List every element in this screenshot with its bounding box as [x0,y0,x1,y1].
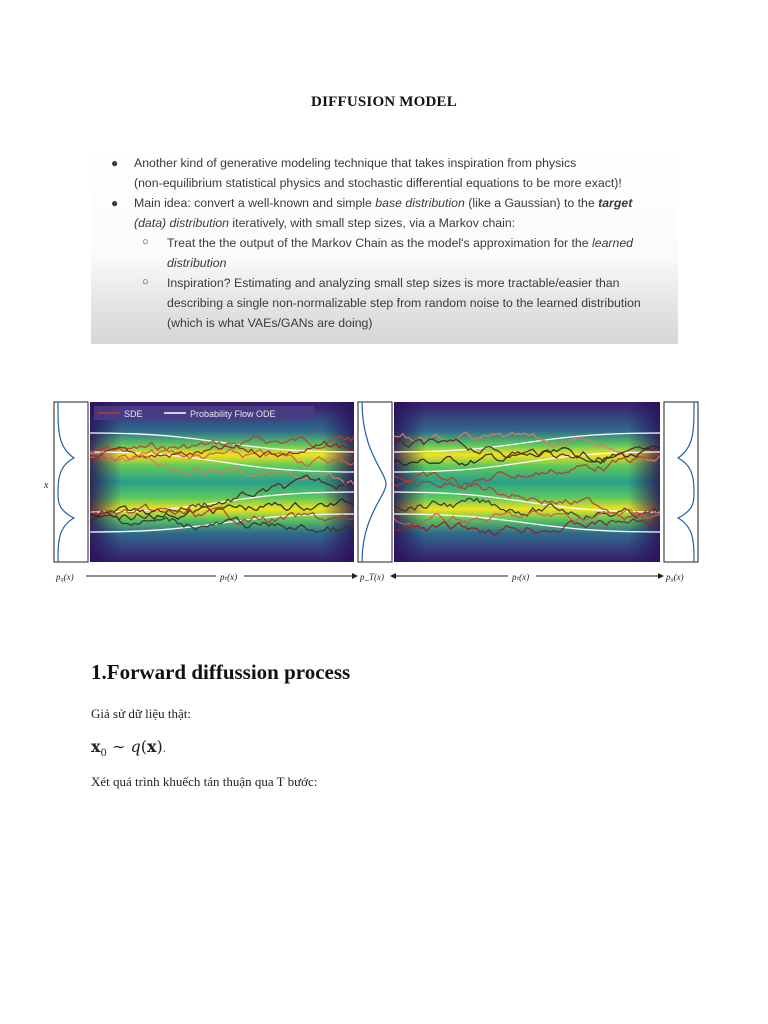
document-title: DIFFUSION MODEL [311,94,457,110]
label-p0-left: p₀(x) [56,572,74,582]
bullet-text: (which is what VAEs/GANs are doing) [167,316,373,330]
bullet-line [91,293,678,313]
heatmap-panel-left [90,402,354,562]
diffusion-trajectory-plot [44,392,704,592]
label-pt-left: pₜ(x) [220,572,238,582]
bullet-circle-icon: ○ [142,276,149,288]
bullet-line [91,273,678,293]
label-pT: p_T(x) [360,572,384,582]
bullet-dot-icon: ● [111,156,119,170]
bullet-line [91,173,678,193]
y-axis-label: x [44,480,49,491]
paragraph-forward-steps: Xét quá trình khuếch tán thuận qua T bước: [91,774,318,789]
bullet-text: Treat the the output of the Markov Chain as the model's approximation for the [167,236,592,250]
formula-x0 [91,737,166,759]
bullet-line [91,253,678,273]
bullet-text: Another kind of generative modeling technique that takes inspiration from physics [134,156,577,170]
bullet-text: Main idea: convert a well-known and simple [134,196,376,210]
legend [94,406,314,420]
density-panel-right [664,402,698,562]
heatmap-panel-right [394,402,660,562]
bullet-line [91,153,678,173]
bullet-dot-icon: ● [111,196,119,210]
bullet-text: target [598,196,633,210]
bullet-text: (non-equilibrium statistical physics and stochastic differential equations to be more exact)! [134,176,622,190]
formula-sub: 0 [100,748,107,760]
section-heading: 1.Forward diffussion process [91,660,351,684]
density-panel-left [54,402,88,562]
bullet-line [91,213,678,233]
bullet-line [91,233,678,253]
diffusion-figure [44,392,704,592]
bullet-text: learned [592,236,634,250]
legend-ode: Probability Flow ODE [190,409,276,419]
label-pt-right: pₜ(x) [512,572,530,582]
bullet-line [91,193,678,213]
bullet-line [91,313,678,333]
bullet-text: iteratively, with small step sizes, via a Markov chain: [229,216,516,230]
label-p0-right: p₀(x) [666,572,684,582]
formula-open: ( [140,737,147,756]
paragraph-real-data: Giả sử dữ liệu thật: [91,706,192,721]
density-panel-middle [358,402,392,562]
bullet-text: (like a Gaussian) to the [464,196,599,210]
bullet-text: describing a single non-normalizable step from random noise to the learned distribution [167,296,641,310]
bullet-circle-icon: ○ [142,236,149,248]
time-axis [55,572,684,582]
formula-trail: . [162,744,166,755]
legend-sde: SDE [124,409,143,419]
formula-rel: ∼ [106,737,131,756]
bullet-text: distribution [167,256,227,270]
bullet-list-screenshot [91,146,678,344]
bullet-text: (data) distribution [134,216,230,230]
formula-fn: q [130,737,141,756]
formula-var: x [91,737,101,756]
bullet-text: base distribution [375,196,465,210]
formula-arg: x [147,737,157,756]
bullet-text: Inspiration? Estimating and analyzing small step sizes is more tractable/easier than [167,276,620,290]
formula-close: ) [156,737,163,756]
